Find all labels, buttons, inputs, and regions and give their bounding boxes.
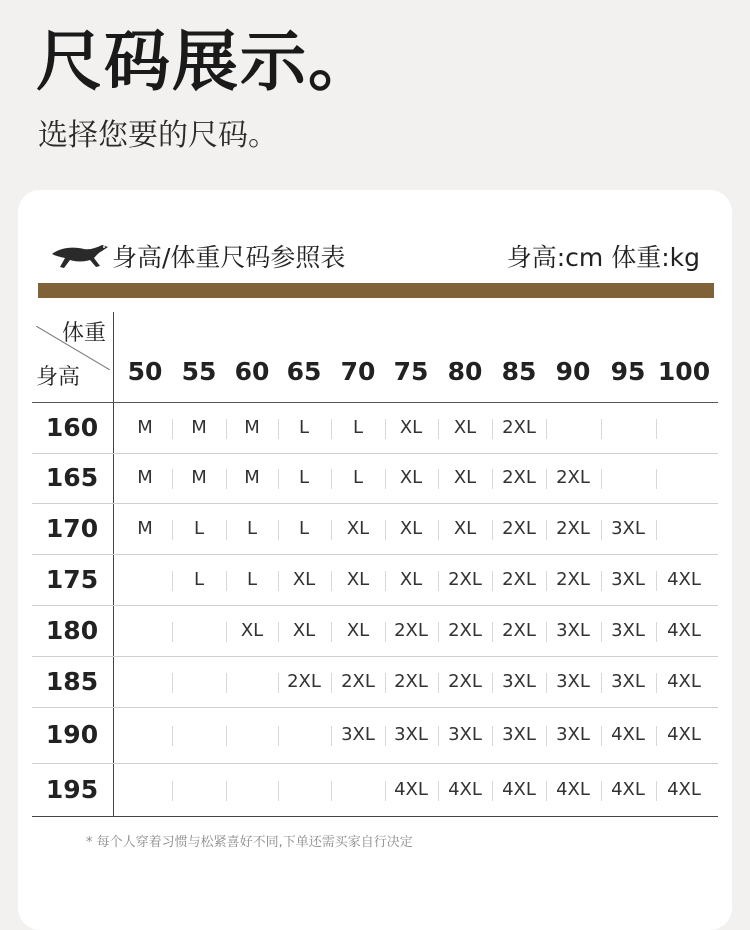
weight-header-80: 80 [447,357,483,386]
cell-separator [172,781,173,801]
height-label: 170 [45,513,99,543]
cell-separator [438,520,439,540]
cell-separator [226,469,227,489]
cell-separator [385,673,386,693]
cell-separator [656,781,657,801]
cell-separator [278,673,279,693]
cell-separator [601,622,602,642]
cell-separator [601,781,602,801]
cell-separator [385,622,386,642]
size-cell: M [244,467,260,488]
weight-header-55: 55 [181,357,217,386]
size-cell: 3XL [611,670,645,692]
size-cell: 2XL [502,619,536,641]
weight-header-75: 75 [393,357,429,386]
cell-separator [601,726,602,746]
cell-separator [172,571,173,591]
cell-separator [331,419,332,439]
cell-separator [438,571,439,591]
size-cell: 4XL [448,778,482,800]
size-cell: L [246,517,258,539]
size-cell: 2XL [394,619,428,641]
size-cell: XL [346,568,370,590]
size-cell: XL [399,568,423,590]
size-cell: 2XL [448,670,482,692]
size-cell: 2XL [502,467,536,488]
cell-separator [492,673,493,693]
cell-separator [172,520,173,540]
cell-separator [656,469,657,489]
cell-separator [546,726,547,746]
cell-separator [546,520,547,540]
cell-separator [172,673,173,693]
size-cell: 2XL [502,517,536,539]
height-label: 175 [45,564,99,594]
size-cell: M [244,416,260,438]
size-cell: 3XL [502,724,536,745]
size-cell: 3XL [611,619,645,641]
size-cell: XL [453,416,477,438]
cell-separator [278,469,279,489]
cell-separator [492,520,493,540]
height-label: 165 [45,463,99,492]
cell-separator [492,726,493,746]
size-cell: 2XL [287,670,321,692]
cell-separator [385,571,386,591]
cell-separator [226,673,227,693]
size-cell: 4XL [667,724,701,745]
size-cell: XL [399,467,423,488]
size-cell: 2XL [556,568,590,590]
size-cell: XL [399,416,423,438]
cell-separator [546,571,547,591]
cell-separator [278,622,279,642]
height-label: 180 [45,615,99,645]
cell-separator [331,469,332,489]
size-cell: L [193,517,205,539]
weight-axis-label: 体重 [62,321,107,346]
weight-header-65: 65 [286,357,322,386]
cell-separator [492,469,493,489]
page-subtitle: 选择您要的尺码。 [38,118,278,153]
cell-separator [492,419,493,439]
cell-separator [385,469,386,489]
size-cell: 3XL [611,517,645,539]
weight-header-95: 95 [610,357,646,386]
size-cell: 2XL [556,467,590,488]
cell-separator [226,781,227,801]
size-cell: XL [453,517,477,539]
size-cell: XL [346,619,370,641]
cell-separator [656,571,657,591]
cell-separator [438,419,439,439]
table-row [32,402,718,454]
cell-separator [546,781,547,801]
cell-separator [546,469,547,489]
cell-separator [226,622,227,642]
size-chart-units: 身高:cm 体重:kg [506,243,700,272]
weight-header-60: 60 [234,357,270,386]
size-cell: 3XL [556,724,590,745]
cell-separator [172,726,173,746]
size-cell: 4XL [556,778,590,800]
size-cell: XL [346,517,370,539]
cell-separator [492,571,493,591]
size-cell: L [298,467,310,488]
cell-separator [385,419,386,439]
cell-separator [226,571,227,591]
table-row [32,605,718,657]
size-cell: XL [292,568,316,590]
weight-header-90: 90 [555,357,591,386]
cell-separator [601,520,602,540]
size-cell: 2XL [448,619,482,641]
table-row [32,503,718,555]
size-cell: 3XL [448,724,482,745]
size-cell: L [193,568,205,590]
size-cell: 3XL [556,670,590,692]
cell-separator [226,419,227,439]
cell-separator [331,622,332,642]
page-title: 尺码展示。 [36,23,376,100]
size-cell: XL [453,467,477,488]
cell-separator [278,781,279,801]
cell-separator [278,419,279,439]
size-cell: 4XL [667,670,701,692]
weight-header-50: 50 [127,357,163,386]
size-cell: 2XL [502,416,536,438]
table-row [32,763,718,817]
cell-separator [492,622,493,642]
cell-separator [331,673,332,693]
height-label: 195 [45,774,99,804]
table-row [32,554,718,606]
cell-separator [278,726,279,746]
table-row [32,453,718,504]
cell-separator [385,781,386,801]
weight-header-100: 100 [657,357,711,386]
weight-header-85: 85 [501,357,537,386]
size-cell: 2XL [394,670,428,692]
size-cell: M [137,416,153,438]
cell-separator [331,571,332,591]
cell-separator [546,419,547,439]
cell-separator [438,469,439,489]
cell-separator [278,571,279,591]
cell-separator [656,726,657,746]
size-cell: M [137,517,153,539]
cell-separator [226,520,227,540]
size-cell: 4XL [502,778,536,800]
cell-separator [656,419,657,439]
footnote: * 每个人穿着习惯与松紧喜好不同,下单还需买家自行决定 [86,835,413,850]
cell-separator [172,419,173,439]
size-cell: 3XL [394,724,428,745]
cell-separator [331,520,332,540]
size-cell: 2XL [448,568,482,590]
size-cell: 4XL [611,724,645,745]
size-cell: 4XL [667,778,701,800]
cell-separator [438,726,439,746]
size-cell: XL [292,619,316,641]
cell-separator [601,469,602,489]
cell-separator [546,622,547,642]
cell-separator [385,726,386,746]
cell-separator [172,469,173,489]
height-label: 160 [45,412,99,442]
cell-separator [656,622,657,642]
cell-separator [331,726,332,746]
size-cell: 4XL [667,619,701,641]
size-cell: 2XL [341,670,375,692]
cell-separator [172,622,173,642]
height-axis-label: 身高 [36,365,81,390]
size-cell: M [191,416,207,438]
size-cell: 2XL [502,568,536,590]
size-cell: 4XL [611,778,645,800]
size-cell: L [352,467,364,488]
cell-separator [438,673,439,693]
cell-separator [438,622,439,642]
height-label: 190 [45,720,99,749]
cell-separator [601,419,602,439]
size-cell: L [298,416,310,438]
size-cell: 2XL [556,517,590,539]
cell-separator [546,673,547,693]
size-cell: L [246,568,258,590]
cell-separator [331,781,332,801]
cell-separator [656,673,657,693]
cell-separator [438,781,439,801]
cell-separator [385,520,386,540]
size-cell: 3XL [502,670,536,692]
size-cell: 4XL [394,778,428,800]
size-cell: M [137,467,153,488]
table-row [32,656,718,708]
size-cell: 3XL [341,724,375,745]
size-cell: 4XL [667,568,701,590]
table-row [32,707,718,764]
weight-header-70: 70 [340,357,376,386]
cell-separator [492,781,493,801]
size-cell: 3XL [556,619,590,641]
size-cell: L [352,416,364,438]
cell-separator [601,571,602,591]
cell-separator [278,520,279,540]
size-cell: XL [240,619,264,641]
cell-separator [226,726,227,746]
size-cell: XL [399,517,423,539]
size-chart-title: 身高/体重尺码参照表 [112,243,346,272]
cell-separator [656,520,657,540]
size-cell: M [191,467,207,488]
size-cell: L [298,517,310,539]
height-label: 185 [45,666,99,696]
cell-separator [601,673,602,693]
size-cell: 3XL [611,568,645,590]
